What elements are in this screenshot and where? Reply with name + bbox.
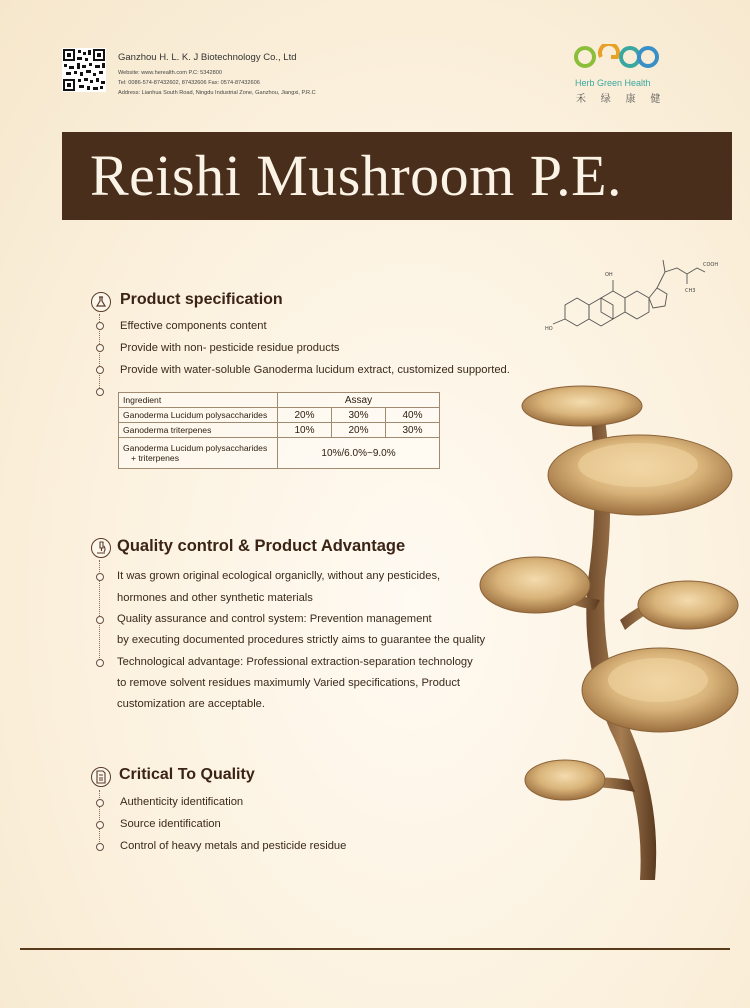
page-title: Reishi Mushroom P.E. bbox=[90, 143, 623, 208]
mushroom-cap bbox=[480, 557, 590, 613]
company-website: Website: www.herealth.com P.C: 5342800 bbox=[118, 70, 222, 76]
table-cell-assay: 40% bbox=[386, 408, 440, 423]
combined-assay: 10%/6.0%~9.0% bbox=[278, 438, 440, 469]
molecule-label-cooh: COOH bbox=[703, 262, 719, 268]
bullet-dot bbox=[96, 821, 104, 829]
logo-chinese-text: 禾 绿 康 健 bbox=[576, 94, 667, 105]
document-icon bbox=[91, 767, 111, 787]
critical-heading: Critical To Quality bbox=[119, 766, 255, 783]
company-phone: Tel: 0086-574-87432602, 87432606 Fax: 0574-87432606 bbox=[118, 80, 260, 86]
quality-line: It was grown original ecological organiclly, without any pesticides, bbox=[117, 570, 441, 582]
critical-item: Source identification bbox=[120, 818, 221, 830]
spec-item: Provide with non- pesticide residue products bbox=[120, 342, 340, 354]
bullet-dot bbox=[96, 322, 104, 330]
table-cell-ingredient: Ganoderma Lucidum polysaccharides bbox=[119, 408, 278, 423]
bullet-dot bbox=[96, 344, 104, 352]
bullet-dot bbox=[96, 573, 104, 581]
critical-item: Authenticity identification bbox=[120, 796, 244, 808]
critical-item: Control of heavy metals and pesticide residue bbox=[120, 840, 347, 852]
bullet-dot bbox=[96, 659, 104, 667]
footer-rule bbox=[20, 948, 730, 950]
company-header bbox=[62, 48, 392, 100]
quality-heading: Quality control & Product Advantage bbox=[117, 537, 406, 555]
company-address: Address: Lianhua South Road, Ningdu Industrial Zone, Ganzhou, Jiangxi, P.R.C bbox=[118, 90, 316, 96]
mushroom-cap bbox=[525, 760, 605, 800]
quality-line: by executing documented procedures strictly aims to guarantee the quality bbox=[117, 634, 486, 646]
bullet-dot bbox=[96, 366, 104, 374]
bullet-dot bbox=[96, 616, 104, 624]
microscope-icon bbox=[91, 538, 111, 558]
assay-table bbox=[118, 392, 440, 469]
spec-item: Effective components content bbox=[120, 320, 267, 332]
molecule-label-oh: OH bbox=[605, 272, 613, 278]
table-cell-assay: 10% bbox=[278, 423, 332, 438]
table-cell-ingredient bbox=[119, 438, 278, 469]
table-header-ingredient: Ingredient bbox=[119, 393, 278, 408]
mushroom-cap bbox=[638, 581, 738, 629]
quality-line: Quality assurance and control system: Prevention management bbox=[117, 613, 432, 625]
table-cell-assay: 30% bbox=[386, 423, 440, 438]
mushroom-cap bbox=[522, 386, 642, 426]
table-cell-assay: 20% bbox=[278, 408, 332, 423]
table-cell-assay: 30% bbox=[332, 408, 386, 423]
table-header-row bbox=[119, 393, 440, 408]
molecule-label-ho: HO bbox=[545, 326, 553, 332]
table-row bbox=[119, 423, 440, 438]
flask-icon bbox=[91, 292, 111, 312]
quality-line: Technological advantage: Professional extraction-separation technology bbox=[117, 656, 473, 668]
reishi-mushroom-illustration bbox=[470, 380, 740, 900]
molecule-label-ch3: CH3 bbox=[685, 288, 696, 294]
title-banner bbox=[62, 132, 732, 220]
table-header-assay: Assay bbox=[278, 393, 440, 408]
bullet-dot bbox=[96, 799, 104, 807]
table-row bbox=[119, 438, 440, 469]
quality-line: customization are acceptable. bbox=[117, 698, 266, 710]
triterpene-molecule-diagram bbox=[545, 250, 720, 335]
combined-ingredient-line1: Ganoderma Lucidum polysaccharides bbox=[123, 443, 268, 453]
table-row bbox=[119, 408, 440, 423]
quality-line: to remove solvent residues maximumly Varied specifications, Product bbox=[117, 677, 461, 689]
bullet-dot bbox=[96, 388, 104, 396]
table-cell-assay: 20% bbox=[332, 423, 386, 438]
spec-item: Provide with water-soluble Ganoderma lucidum extract, customized supported. bbox=[120, 364, 510, 376]
table-cell-ingredient: Ganoderma triterpenes bbox=[119, 423, 278, 438]
product-spec-heading: Product specification bbox=[120, 291, 283, 308]
logo-english-text: Herb Green Health bbox=[575, 78, 651, 88]
qr-code bbox=[62, 48, 106, 92]
company-name: Ganzhou H. L. K. J Biotechnology Co., Ltd bbox=[118, 52, 297, 63]
bullet-dot bbox=[96, 843, 104, 851]
quality-line: hormones and other synthetic materials bbox=[117, 592, 313, 604]
combined-ingredient-line2: + triterpenes bbox=[131, 453, 180, 463]
